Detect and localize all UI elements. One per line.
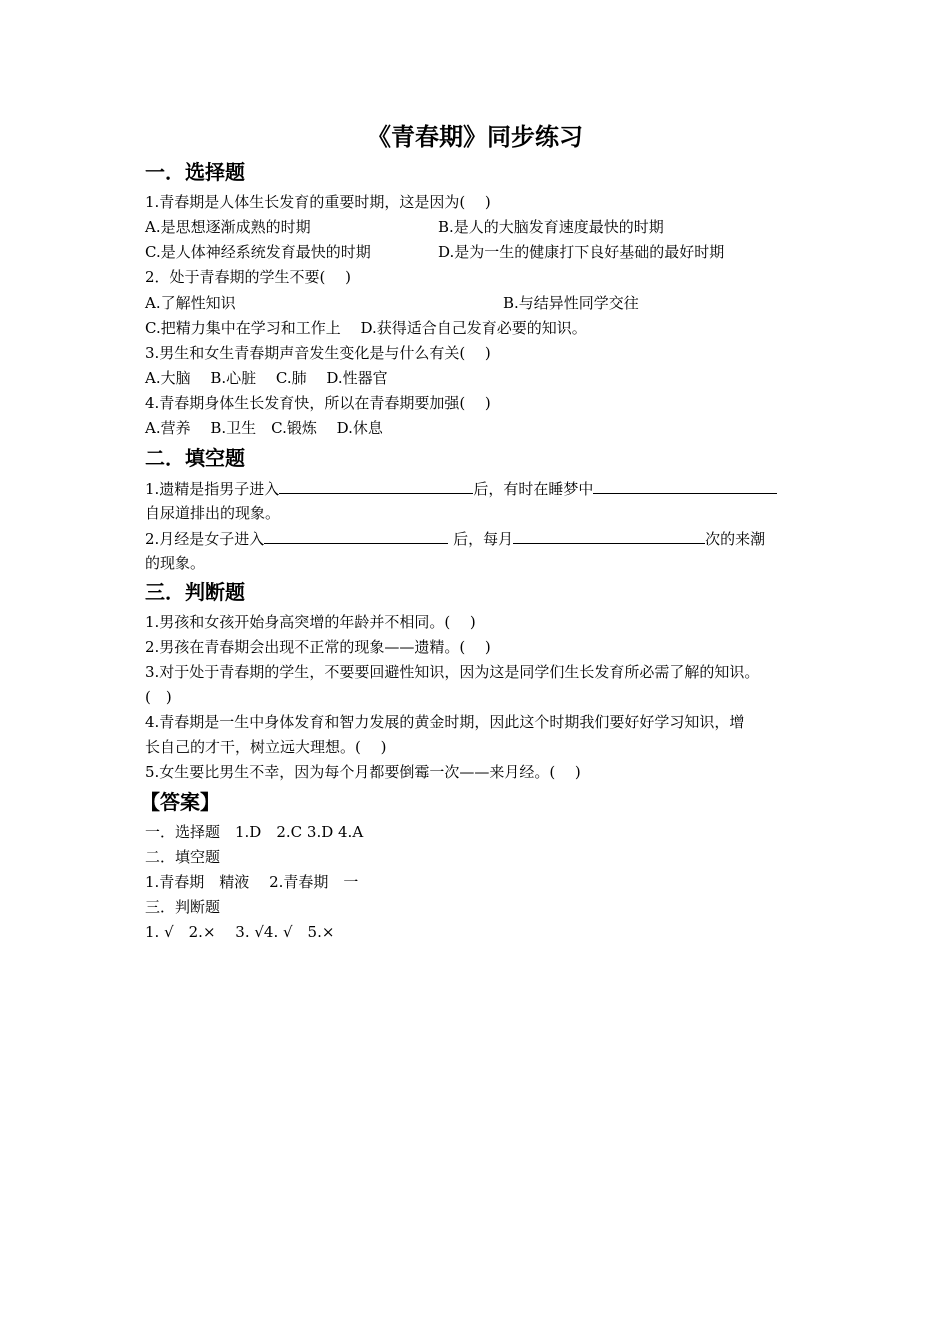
section-heading-fill: 二．填空题 — [145, 446, 245, 470]
answers-line-2: 二．填空题 — [145, 848, 221, 866]
answers-line-4: 三．判断题 — [145, 898, 221, 916]
question-1-option-b: B.是人的大脑发育速度最快的时期 — [438, 218, 664, 236]
question-1-option-d: D.是为一生的健康打下良好基础的最好时期 — [438, 243, 725, 261]
judge-question-3-continuation: ( ) — [145, 688, 172, 706]
question-2-option-a: A.了解性知识 — [145, 294, 236, 312]
fill-question-2-part2: 后，每月 — [448, 530, 514, 548]
fill-blank — [279, 477, 473, 494]
judge-question-4: 4.青春期是一生中身体发育和智力发展的黄金时期，因此这个时期我们要好好学习知识，增 — [145, 713, 745, 731]
judge-question-5: 5.女生要比男生不幸，因为每个月都要倒霉一次——来月经。( ) — [145, 763, 581, 781]
question-1-option-c: C.是人体神经系统发育最快的时期 — [145, 243, 371, 261]
page-title: 《青春期》同步练习 — [367, 123, 583, 151]
question-3-stem: 3.男生和女生青春期声音发生变化是与什么有关( ) — [145, 344, 491, 362]
section-heading-choice: 一．选择题 — [145, 160, 245, 184]
fill-question-2-part1: 2.月经是女子进入 — [145, 530, 265, 548]
judge-question-2: 2.男孩在青春期会出现不正常的现象——遗精。( ) — [145, 638, 491, 656]
question-1-stem: 1.青春期是人体生长发育的重要时期，这是因为( ) — [145, 193, 491, 211]
question-2-stem: 2．处于青春期的学生不要( ) — [145, 268, 352, 286]
fill-question-2 — [145, 527, 765, 550]
question-1-option-a: A.是思想逐渐成熟的时期 — [145, 218, 311, 236]
fill-blank — [513, 527, 705, 544]
answers-line-1: 一．选择题 1.D 2.C 3.D 4.A — [145, 823, 364, 841]
judge-question-3: 3.对于处于青春期的学生，不要要回避性知识，因为这是同学们生长发育所必需了解的知识。 — [145, 663, 760, 681]
judge-question-1: 1.男孩和女孩开始身高突增的年龄并不相同。( ) — [145, 613, 476, 631]
question-4-stem: 4.青春期身体生长发育快，所以在青春期要加强( ) — [145, 394, 491, 412]
question-3-options: A.大脑 B.心脏 C.肺 D.性器官 — [145, 369, 388, 387]
fill-question-1 — [145, 477, 777, 500]
fill-question-1-continuation: 自尿道排出的现象。 — [145, 504, 281, 522]
judge-question-4-continuation: 长自己的才干，树立远大理想。( ) — [145, 738, 387, 756]
fill-blank — [264, 527, 448, 544]
answers-heading: 【答案】 — [140, 790, 220, 814]
question-2-options-cd: C.把精力集中在学习和工作上 D.获得适合自己发育必要的知识。 — [145, 319, 587, 337]
fill-blank — [593, 477, 777, 494]
question-2-option-b: B.与结异性同学交往 — [503, 294, 639, 312]
answers-line-3: 1.青春期 精液 2.青春期 一 — [145, 873, 359, 891]
answers-line-5: 1. √ 2.× 3. √4. √ 5.× — [145, 923, 335, 941]
fill-question-1-part1: 1.遗精是指男子进入 — [145, 480, 280, 498]
section-heading-judge: 三．判断题 — [145, 580, 245, 604]
fill-question-2-continuation: 的现象。 — [145, 554, 206, 572]
fill-question-2-part3: 次的来潮 — [705, 530, 766, 548]
question-4-options: A.营养 B.卫生 C.锻炼 D.休息 — [145, 419, 383, 437]
fill-question-1-part2: 后，有时在睡梦中 — [473, 480, 594, 498]
